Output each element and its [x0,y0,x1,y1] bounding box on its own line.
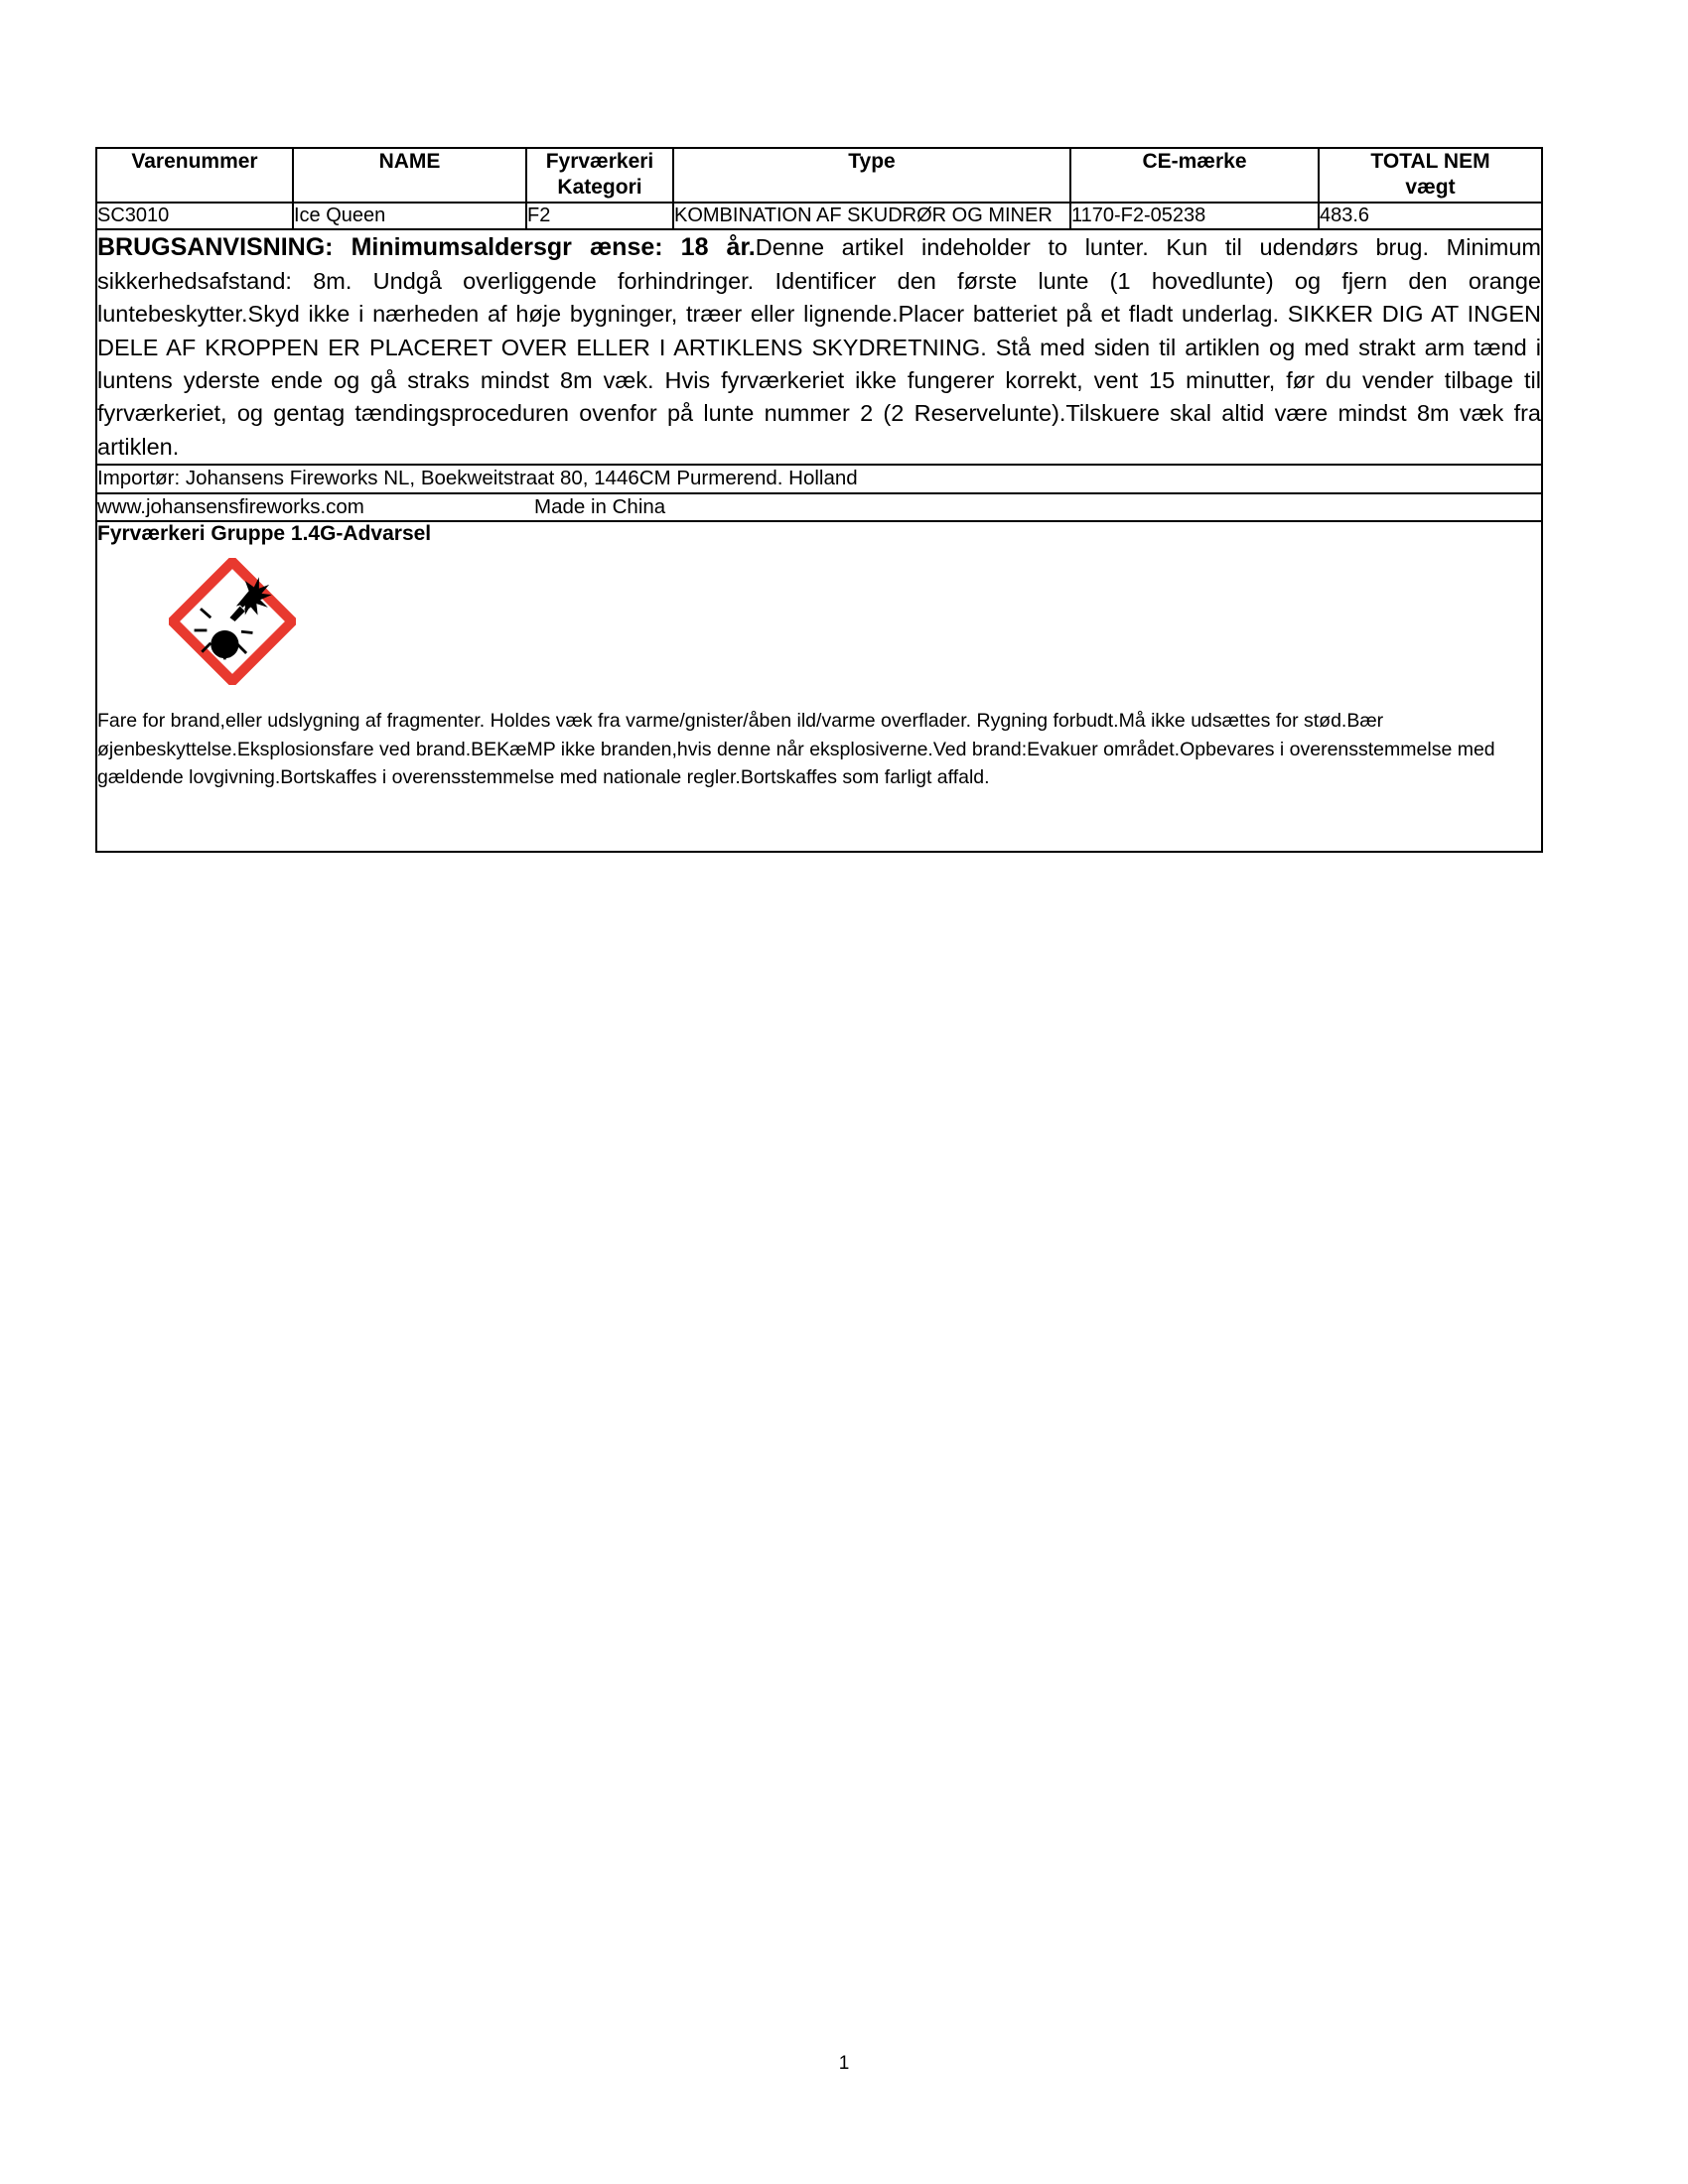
header-name: NAME [293,148,526,203]
header-type: Type [673,148,1070,203]
website-link[interactable]: www.johansensfireworks.com [97,494,364,518]
instructions-lead: BRUGSANVISNING: Minimumsaldersgr ænse: 18 år. [97,232,756,261]
table-row [96,203,1542,229]
header-kategori [526,148,673,203]
warning-row [96,521,1542,852]
product-info-table [95,147,1543,853]
header-kategori-line1: Fyrværkeri [545,150,654,173]
header-ce-maerke: CE-mærke [1070,148,1319,203]
importer-text: Importør: Johansens Fireworks NL, Boekweitstraat 80, 1446CM Purmerend. Holland [96,465,1542,493]
cell-name: Ice Queen [293,203,526,229]
website-made-in-cell [96,493,1542,522]
warning-title: Fyrværkeri Gruppe 1.4G-Advarsel [97,522,432,546]
importer-row [96,465,1542,493]
page-number: 1 [838,2053,850,2074]
instructions-cell [96,229,1542,466]
cell-varenummer: SC3010 [96,203,293,229]
cell-type: KOMBINATION AF SKUDRØR OG MINER [673,203,1070,229]
exploding-bomb-icon [169,558,296,685]
made-in-text: Made in China [534,494,666,518]
table-header-row [96,148,1542,203]
website-row [96,493,1542,522]
cell-kategori: F2 [526,203,673,229]
warning-cell [96,521,1542,852]
ghs-pictogram-wrap [169,558,1541,685]
cell-nem-vaegt: 483.6 [1319,203,1542,229]
header-nem-line1: TOTAL NEM [1370,150,1490,173]
instructions-body: Denne artikel indeholder to lunter. Kun til udendørs brug. Minimum sikkerhedsafstand: 8m. Undgå overliggende forhindringer. Identificer den første lunte (1 hovedlunte) og fjern den orange luntebeskytter.Skyd ikke i nærheden af høje bygninger, træer eller lignende.Placer batteriet på et fladt underlag. SIKKER DIG AT INGEN DELE AF KROPPEN ER PLACERET OVER ELLER I ARTIKLENS SKYDRETNING. Stå med siden til artiklen og med strakt arm tænd i luntens yderste ende og gå straks mindst 8m væk. Hvis fyrværkeriet ikke fungerer korrekt, vent 15 minutter, før du vender tilbage til fyrværkeriet, og gentag tændingsproceduren ovenfor på lunte nummer 2 (2 Reservelunte).Tilskuere skal altid være mindst 8m væk fra artiklen. [97,233,1541,460]
header-total-nem-vaegt [1319,148,1542,203]
header-kategori-line2: Kategori [557,176,642,200]
instructions-row [96,229,1542,466]
warning-text: Fare for brand,eller udslygning af fragmenter. Holdes væk fra varme/gnister/åben ild/varme overflader. Rygning forbudt.Må ikke udsættes for stød.Bær øjenbeskyttelse.Eksplosionsfare ved brand.BEKæMP ikke branden,hvis denne når eksplosiverne.Ved brand:Evakuer området.Opbevares i overensstemmelse med gældende lovgivning.Bortskaffes i overensstemmelse med nationale regler.Bortskaffes som farligt affald. [97,710,1495,788]
header-varenummer: Varenummer [96,148,293,203]
cell-ce-maerke: 1170-F2-05238 [1070,203,1319,229]
header-nem-line2: vægt [1405,176,1456,200]
